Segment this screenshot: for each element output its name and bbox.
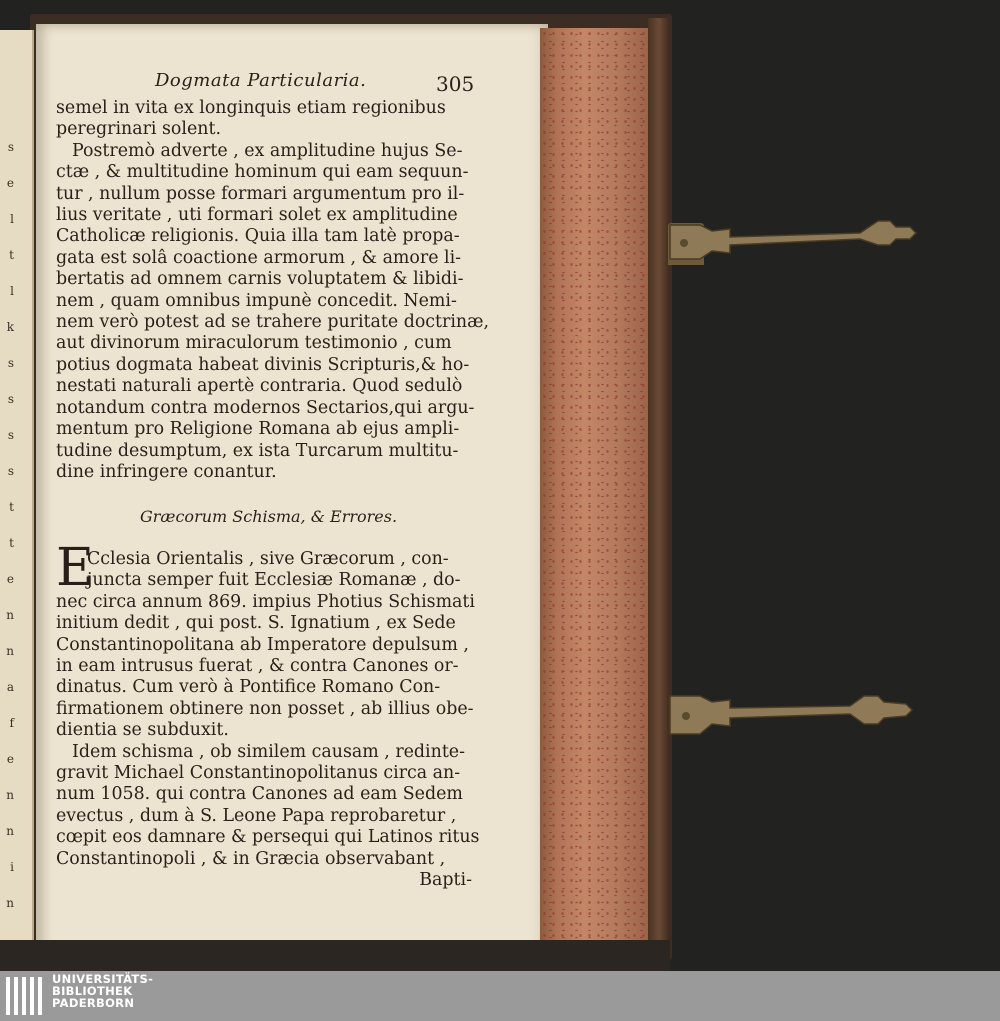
text-line: Cclesia Orientalis , sive Græcorum , con- <box>87 549 449 569</box>
text-line: initium dedit , qui post. S. Ignatium , ex Sede <box>56 613 456 634</box>
left-page-fragment: e <box>6 176 14 190</box>
text-line: tudine desumptum, ex ista Turcarum multitu- <box>56 440 459 461</box>
text-line: dine infringere conantur. <box>56 461 277 482</box>
text-line: peregrinari solent. <box>56 119 221 140</box>
text-line: cœpit eos damnare & persequi qui Latinos ritus <box>56 827 480 848</box>
left-page-fragment: s <box>7 140 14 154</box>
left-page-fragment: a <box>6 680 14 694</box>
left-page-fragment: n <box>6 896 14 910</box>
page-edge-red <box>540 28 650 958</box>
left-page-fragment: e <box>6 572 14 586</box>
text-line: gata est solâ coactione armorum , & amore li- <box>56 247 462 268</box>
left-page-fragment: l <box>10 212 14 226</box>
text-line: nec circa annum 869. impius Photius Schismati <box>56 591 475 612</box>
paragraph-islam <box>56 98 496 483</box>
page-number: 305 <box>436 72 475 96</box>
left-page-fragment: n <box>6 608 14 622</box>
left-page-fragment: s <box>7 464 14 478</box>
left-page-fragment: s <box>7 356 14 370</box>
text-line: nem , quam omnibus impunè concedit. Nemi- <box>56 290 457 311</box>
text-line: Catholicæ religionis. Quia illa tam latè propa- <box>56 226 460 247</box>
text-line: lius veritate , uti formari solet ex amplitudine <box>56 205 458 226</box>
left-page-fragment: k <box>6 320 14 334</box>
lower-clasp-icon <box>660 684 920 744</box>
text-line: in eam intrusus fuerat , & contra Canones or- <box>56 656 459 677</box>
text-line: dinatus. Cum verò à Pontifice Romano Con- <box>56 677 441 698</box>
text-line: aut divinorum miraculorum testimonio , cum <box>56 333 452 354</box>
library-name-line3: PADERBORN <box>52 996 135 1010</box>
left-page-fragment: t <box>9 248 14 262</box>
paragraph-greek-schism <box>56 549 496 892</box>
upper-clasp-icon <box>660 205 920 265</box>
left-page-fragment: s <box>7 428 14 442</box>
text-line: num 1058. qui contra Canones ad eam Sedem <box>56 784 463 805</box>
left-page-fragment: i <box>10 860 14 874</box>
text-line: potius dogmata habeat divinis Scripturis,& ho- <box>56 354 470 375</box>
text-line: Postremò adverte , ex amplitudine hujus Se- <box>72 140 463 161</box>
text-line: notandum contra modernos Sectarios,qui argu- <box>56 397 475 418</box>
text-line: mentum pro Religione Romana ab ejus ampli- <box>56 419 460 440</box>
left-page-fragment: t <box>9 500 14 514</box>
left-page-fragment: l <box>10 284 14 298</box>
left-page-edge <box>0 30 34 950</box>
left-page-fragment: f <box>9 716 14 730</box>
left-page-fragment: n <box>6 788 14 802</box>
left-page-fragment: t <box>9 536 14 550</box>
library-name-line1: UNIVERSITÄTS- <box>52 972 154 986</box>
left-page-fragment: n <box>6 824 14 838</box>
text-line: nestati naturali apertè contraria. Quod sedulò <box>56 376 463 397</box>
text-line: gravit Michael Constantinopolitanus circa an- <box>56 763 461 784</box>
book-bottom-edge <box>0 940 670 971</box>
catchword: Bapti- <box>419 870 472 891</box>
text-line: bertatis ad omnem carnis voluptatem & libidi- <box>56 269 464 290</box>
text-line: Idem schisma , ob similem causam , redinte- <box>72 741 465 762</box>
text-line: Constantinopoli , & in Græcia observabant , <box>56 848 446 869</box>
library-footer-bar <box>0 971 1000 1021</box>
left-page-fragment: s <box>7 392 14 406</box>
text-line: dientia se subduxit. <box>56 720 229 741</box>
text-line: evectus , dum à S. Leone Papa reprobaretur , <box>56 805 457 826</box>
text-line: Constantinopolitana ab Imperatore depulsum , <box>56 634 469 655</box>
left-page-fragment: n <box>6 644 14 658</box>
text-line: semel in vita ex longinquis etiam regionibus <box>56 98 446 118</box>
drop-cap: E <box>56 538 94 598</box>
section-heading: Græcorum Schisma, & Errores. <box>140 507 398 526</box>
left-page-fragment: e <box>6 752 14 766</box>
book-spine <box>648 18 670 958</box>
text-line: ctæ , & multitudine hominum qui eam sequun- <box>56 162 469 183</box>
library-logo-icon <box>4 975 46 1017</box>
library-name-line2: BIBLIOTHEK <box>52 984 133 998</box>
text-line: juncta semper fuit Ecclesiæ Romanæ , do- <box>87 570 461 591</box>
running-head: Dogmata Particularia. <box>155 70 367 91</box>
text-line: nem verò potest ad se trahere puritate doctrinæ, <box>56 312 489 333</box>
text-line: tur , nullum posse formari argumentum pro il- <box>56 183 465 204</box>
text-line: firmationem obtinere non posset , ab illius obe- <box>56 698 474 719</box>
